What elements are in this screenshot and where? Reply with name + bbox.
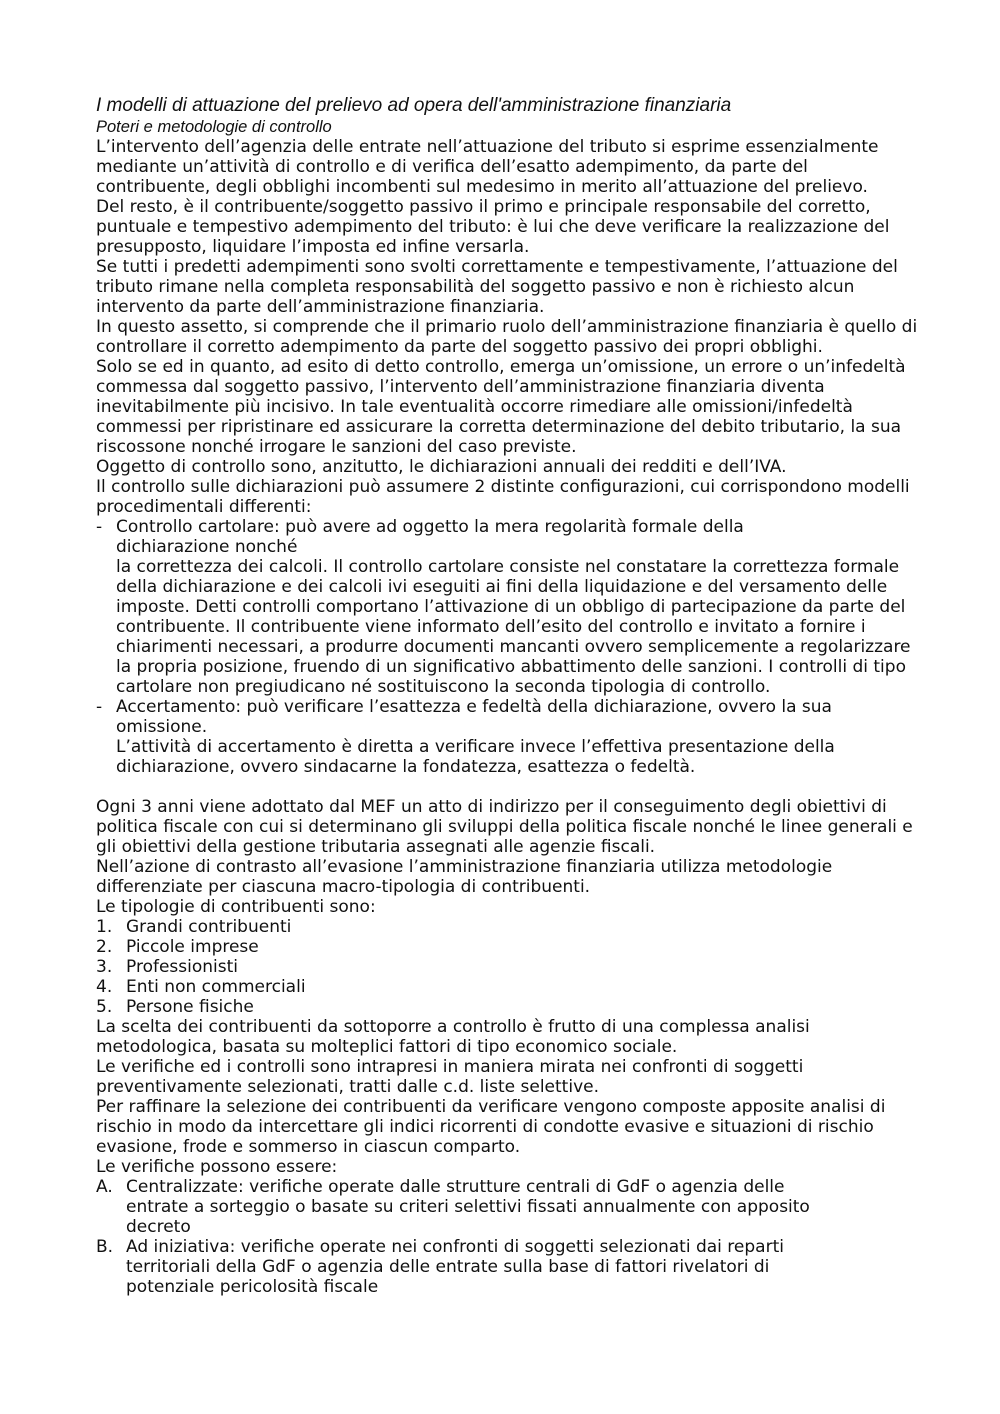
list-marker: - xyxy=(96,697,103,717)
paragraph: Le verifiche possono essere: xyxy=(96,1157,338,1177)
paragraph: Solo se ed in quanto, ad esito di detto controllo, emerga un’omissione, un errore o un’infedeltà commessa dal soggetto passivo, l’intervento dell’amministrazione finanziaria diventa inevitabilmente più incisivo. In tale eventualità occorre rimediare alle omissioni/infedeltà commessi per ripristinare ed assicurare la corretta determinazione del debito tributario, la sua riscossone nonché irrogare le sanzioni del caso previste. xyxy=(96,357,906,457)
list-item xyxy=(96,997,926,1017)
list-item xyxy=(96,697,926,777)
taxpayer-types-list xyxy=(96,917,926,1017)
list-item xyxy=(96,957,926,977)
list-item-text: la correttezza dei calcoli. Il controllo cartolare consiste nel constatare la correttezza formale della dichiarazione e dei calcoli ivi eseguiti ai fini della liquidazione e del versamento delle imposte. Detti controlli comportano l’attivazione di un obbligo di partecipazione da parte del contribuente. Il contribuente viene informato dell’esito del controllo e invitato a fornire i chiarimenti necessari, a produrre documenti mancanti ovvero semplicemente a regolarizzare la propria posizione, fruendo di un significativo abbattimento delle sanzioni. I controlli di tipo cartolare non pregiudicano né sostituiscono la seconda tipologia di controllo. xyxy=(116,557,911,697)
list-item-text: Grandi contribuenti xyxy=(126,917,292,937)
list-marker: 3. xyxy=(96,957,113,977)
list-item xyxy=(96,1237,926,1297)
list-item-text: Centralizzate: verifiche operate dalle strutture centrali di GdF o agenzia delle entrate a sorteggio o basate su criteri selettivi fissati annualmente con apposito decreto xyxy=(126,1177,810,1237)
section-subtitle: Poteri e metodologie di controllo xyxy=(96,118,332,136)
list-item xyxy=(96,1177,926,1237)
control-types-list xyxy=(96,517,926,777)
list-marker: 2. xyxy=(96,937,113,957)
paragraph: Nell’azione di contrasto all’evasione l’amministrazione finanziaria utilizza metodologie differenziate per ciascuna macro-tipologia di contribuenti. xyxy=(96,857,833,897)
list-item xyxy=(96,917,926,937)
paragraph: In questo assetto, si comprende che il primario ruolo dell’amministrazione finanziaria è quello di controllare il corretto adempimento da parte del soggetto passivo dei propri obblighi. xyxy=(96,317,918,357)
document-title: I modelli di attuazione del prelievo ad opera dell'amministrazione finanziaria xyxy=(96,95,732,116)
list-item-text: Controllo cartolare: può avere ad oggetto la mera regolarità formale della dichiarazione nonché xyxy=(116,517,744,557)
list-marker: 1. xyxy=(96,917,113,937)
list-marker: 5. xyxy=(96,997,113,1017)
paragraph: Le verifiche ed i controlli sono intrapresi in maniera mirata nei confronti di soggetti preventivamente selezionati, tratti dalle c.d. liste selettive. xyxy=(96,1057,804,1097)
paragraph: Il controllo sulle dichiarazioni può assumere 2 distinte configurazioni, cui corrispondono modelli procedimentali differenti: xyxy=(96,477,910,517)
list-marker: B. xyxy=(96,1237,114,1257)
list-item-text: Ad iniziativa: verifiche operate nei confronti di soggetti selezionati dai reparti territoriali della GdF o agenzia delle entrate sulla base di fattori rivelatori di potenziale pericolosità fiscale xyxy=(126,1237,784,1297)
list-marker: A. xyxy=(96,1177,113,1197)
paragraph: La scelta dei contribuenti da sottoporre a controllo è frutto di una complessa analisi metodologica, basata su molteplici fattori di tipo economico sociale. xyxy=(96,1017,810,1057)
paragraph: Se tutti i predetti adempimenti sono svolti correttamente e tempestivamente, l’attuazione del tributo rimane nella completa responsabilità del soggetto passivo e non è richiesto alcun intervento da parte dell’amministrazione finanziaria. xyxy=(96,257,898,317)
document-page xyxy=(96,95,926,1297)
list-item xyxy=(96,517,926,697)
paragraph: Del resto, è il contribuente/soggetto passivo il primo e principale responsabile del corretto, puntuale e tempestivo adempimento del tributo: è lui che deve verificare la realizzazione del presupposto, liquidare l’imposta ed infine versarla. xyxy=(96,197,890,257)
paragraph: Oggetto di controllo sono, anzitutto, le dichiarazioni annuali dei redditi e dell’IVA. xyxy=(96,457,787,477)
verification-types-list xyxy=(96,1177,926,1297)
list-item-text: Professionisti xyxy=(126,957,238,977)
blank-line xyxy=(96,777,926,797)
list-item-text: L’attività di accertamento è diretta a verificare invece l’effettiva presentazione della dichiarazione, ovvero sindacarne la fondatezza, esattezza o fedeltà. xyxy=(116,737,835,777)
list-item xyxy=(96,937,926,957)
list-item-text: Accertamento: può verificare l’esattezza e fedeltà della dichiarazione, ovvero la sua omissione. xyxy=(116,697,832,737)
paragraph: Per raffinare la selezione dei contribuenti da verificare vengono composte apposite analisi di rischio in modo da intercettare gli indici ricorrenti di condotte evasive e situazioni di rischio evasione, frode e sommerso in ciascun comparto. xyxy=(96,1097,886,1157)
list-item-text: Piccole imprese xyxy=(126,937,259,957)
list-item-text: Enti non commerciali xyxy=(126,977,306,997)
list-item xyxy=(96,977,926,997)
paragraph: Ogni 3 anni viene adottato dal MEF un atto di indirizzo per il conseguimento degli obiettivi di politica fiscale con cui si determinano gli sviluppi della politica fiscale nonché le linee generali e gli obiettivi della gestione tributaria assegnati alle agenzie fiscali. xyxy=(96,797,913,857)
paragraph: Le tipologie di contribuenti sono: xyxy=(96,897,376,917)
paragraph: L’intervento dell’agenzia delle entrate nell’attuazione del tributo si esprime essenzialmente mediante un’attività di controllo e di verifica dell’esatto adempimento, da parte del contribuente, degli obblighi incombenti sul medesimo in merito all’attuazione del prelievo. xyxy=(96,137,879,197)
list-item-text: Persone fisiche xyxy=(126,997,254,1017)
list-marker: - xyxy=(96,517,103,537)
list-marker: 4. xyxy=(96,977,113,997)
